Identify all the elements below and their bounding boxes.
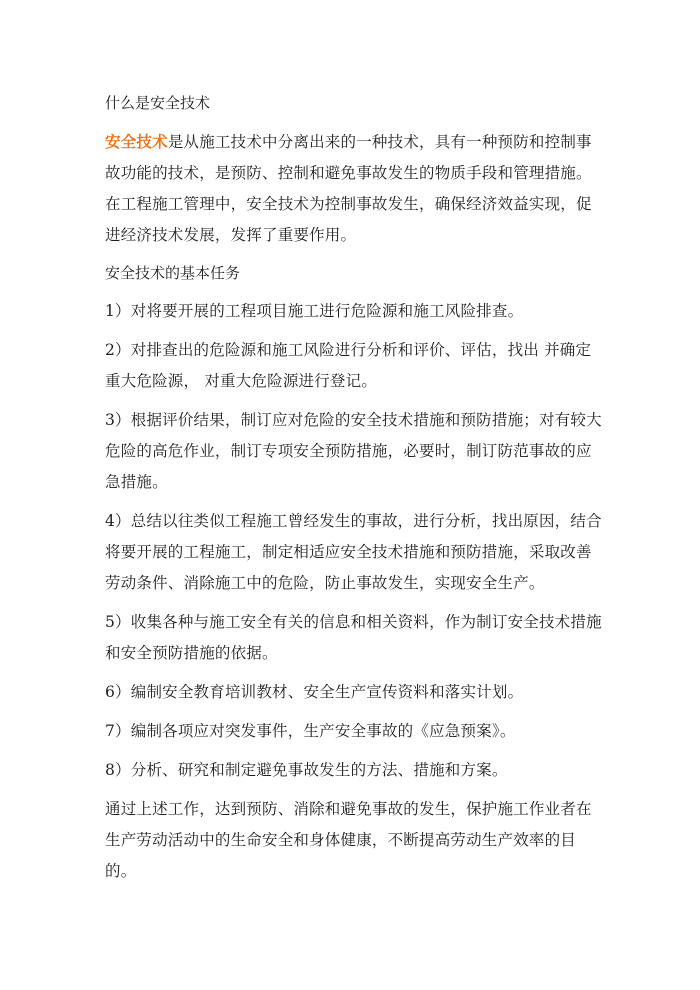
intro-text: 是从施工技术中分离出来的一种技术，具有一种预防和控制事故功能的技术，是预防、控制和避免事故发生的物质手段和管理措施。在工程施工管理中，安全技术为控制事故发生，确保经济效益实现，促进经济技术发展，发挥了重要作用。 [105,133,592,244]
section-title: 什么是安全技术 [105,95,211,112]
task-item: 5）收集各种与施工安全有关的信息和相关资料，作为制订安全技术措施和安全预防措施的依据。 [105,613,602,662]
document-page [105,88,605,887]
conclusion-paragraph: 通过上述工作，达到预防、消除和避免事故的发生，保护施工作业者在生产劳动活动中的生命安全和身体健康，不断提高劳动生产效率的目的。 [105,800,592,880]
intro-paragraph [105,126,605,251]
task-item: 1）对将要开展的工程项目施工进行危险源和施工风险排查。 [105,302,524,320]
task-item: 4）总结以往类似工程施工曾经发生的事故，进行分析，找出原因，结合将要开展的工程施工，制定相适应安全技术措施和预防措施，采取改善劳动条件、消除施工中的危险，防止事故发生，实现安全生产。 [105,512,602,592]
section-subtitle: 安全技术的基本任务 [105,265,241,282]
task-item: 3）根据评价结果，制订应对危险的安全技术措施和预防措施；对有较大危险的高危作业，制订专项安全预防措施，必要时，制订防范事故的应急措施。 [105,411,602,491]
task-item: 2）对排查出的危险源和施工风险进行分析和评价、评估，找出 并确定重大危险源， 对重大危险源进行登记。 [105,341,592,390]
task-item: 8）分析、研究和制定避免事故发生的方法、措施和方案。 [105,761,508,779]
task-item: 6）编制安全教育培训教材、安全生产宣传资料和落实计划。 [105,683,524,701]
highlight-term: 安全技术 [105,132,168,151]
task-item: 7）编制各项应对突发事件，生产安全事故的《应急预案》。 [105,722,516,740]
